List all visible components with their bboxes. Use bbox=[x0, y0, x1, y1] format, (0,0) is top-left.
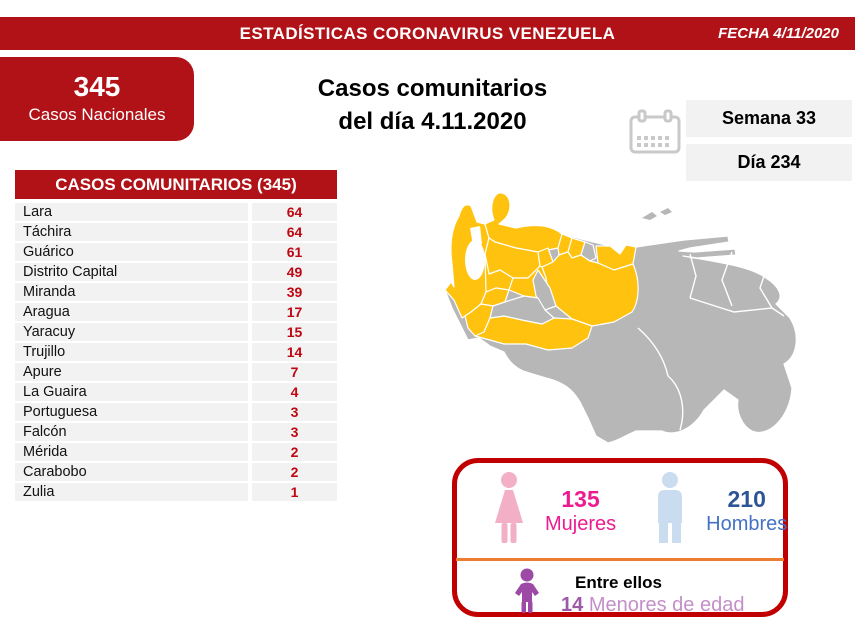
state-name-cell: Trujillo bbox=[15, 343, 248, 361]
table-row bbox=[15, 423, 337, 441]
table-row bbox=[15, 363, 337, 381]
child-icon bbox=[509, 568, 545, 621]
national-cases-value: 345 bbox=[73, 71, 121, 102]
map-island bbox=[660, 208, 672, 215]
men-stats bbox=[706, 486, 787, 536]
state-value-cell: 2 bbox=[252, 463, 337, 481]
state-value-cell: 39 bbox=[252, 283, 337, 301]
page-title-line2: del día 4.11.2020 bbox=[338, 108, 527, 135]
state-name-cell: Yaracuy bbox=[15, 323, 248, 341]
state-name-cell: Mérida bbox=[15, 443, 248, 461]
state-name-cell: La Guaira bbox=[15, 383, 248, 401]
table-row bbox=[15, 243, 337, 261]
state-name-cell: Miranda bbox=[15, 283, 248, 301]
man-icon bbox=[648, 471, 692, 550]
table-row bbox=[15, 463, 337, 481]
page-title bbox=[255, 72, 610, 138]
state-value-cell: 14 bbox=[252, 343, 337, 361]
demographics-card bbox=[452, 458, 788, 617]
state-value-cell: 2 bbox=[252, 443, 337, 461]
state-name-cell: Zulia bbox=[15, 483, 248, 501]
community-cases-table bbox=[15, 170, 337, 503]
national-cases-box bbox=[0, 57, 194, 141]
minors-line bbox=[561, 593, 744, 617]
state-value-cell: 3 bbox=[252, 423, 337, 441]
state-name-cell: Distrito Capital bbox=[15, 263, 248, 281]
table-row bbox=[15, 483, 337, 501]
table-row bbox=[15, 383, 337, 401]
table-row bbox=[15, 283, 337, 301]
state-name-cell: Portuguesa bbox=[15, 403, 248, 421]
minors-intro: Entre ellos bbox=[575, 573, 662, 592]
minors-label: Menores de edad bbox=[588, 594, 745, 616]
map-island bbox=[642, 212, 657, 220]
day-badge: Día 234 bbox=[686, 144, 852, 181]
state-name-cell: Apure bbox=[15, 363, 248, 381]
table-row bbox=[15, 303, 337, 321]
state-value-cell: 17 bbox=[252, 303, 337, 321]
men-count: 210 bbox=[727, 485, 766, 512]
minors-text bbox=[561, 572, 744, 617]
calendar-icon bbox=[628, 109, 682, 160]
state-value-cell: 49 bbox=[252, 263, 337, 281]
page-title-line1: Casos comunitarios bbox=[317, 75, 548, 102]
table-row bbox=[15, 443, 337, 461]
woman-icon bbox=[487, 471, 531, 550]
minors-section bbox=[457, 561, 783, 621]
state-value-cell: 61 bbox=[252, 243, 337, 261]
table-header: CASOS COMUNITARIOS (345) bbox=[15, 170, 337, 199]
state-value-cell: 64 bbox=[252, 203, 337, 221]
table-row bbox=[15, 203, 337, 221]
women-label: Mujeres bbox=[545, 512, 617, 535]
table-row bbox=[15, 403, 337, 421]
state-value-cell: 3 bbox=[252, 403, 337, 421]
women-count: 135 bbox=[561, 485, 600, 512]
banner-title: ESTADÍSTICAS CORONAVIRUS VENEZUELA bbox=[239, 23, 616, 43]
state-name-cell: Falcón bbox=[15, 423, 248, 441]
state-name-cell: Lara bbox=[15, 203, 248, 221]
state-name-cell: Carabobo bbox=[15, 463, 248, 481]
week-badge: Semana 33 bbox=[686, 100, 852, 137]
women-stats bbox=[545, 486, 616, 536]
gender-section bbox=[457, 463, 788, 558]
venezuela-map bbox=[438, 188, 855, 450]
table-row bbox=[15, 343, 337, 361]
top-banner bbox=[0, 17, 855, 50]
state-name-cell: Aragua bbox=[15, 303, 248, 321]
state-value-cell: 64 bbox=[252, 223, 337, 241]
banner-date: FECHA 4/11/2020 bbox=[718, 25, 839, 42]
state-name-cell: Táchira bbox=[15, 223, 248, 241]
table-row bbox=[15, 323, 337, 341]
state-value-cell: 1 bbox=[252, 483, 337, 501]
table-row bbox=[15, 223, 337, 241]
table-row bbox=[15, 263, 337, 281]
men-label: Hombres bbox=[706, 512, 788, 535]
national-cases-label: Casos Nacionales bbox=[28, 105, 166, 124]
state-value-cell: 4 bbox=[252, 383, 337, 401]
state-value-cell: 7 bbox=[252, 363, 337, 381]
table-body bbox=[15, 203, 337, 501]
state-name-cell: Guárico bbox=[15, 243, 248, 261]
minors-count: 14 bbox=[561, 594, 584, 616]
state-value-cell: 15 bbox=[252, 323, 337, 341]
